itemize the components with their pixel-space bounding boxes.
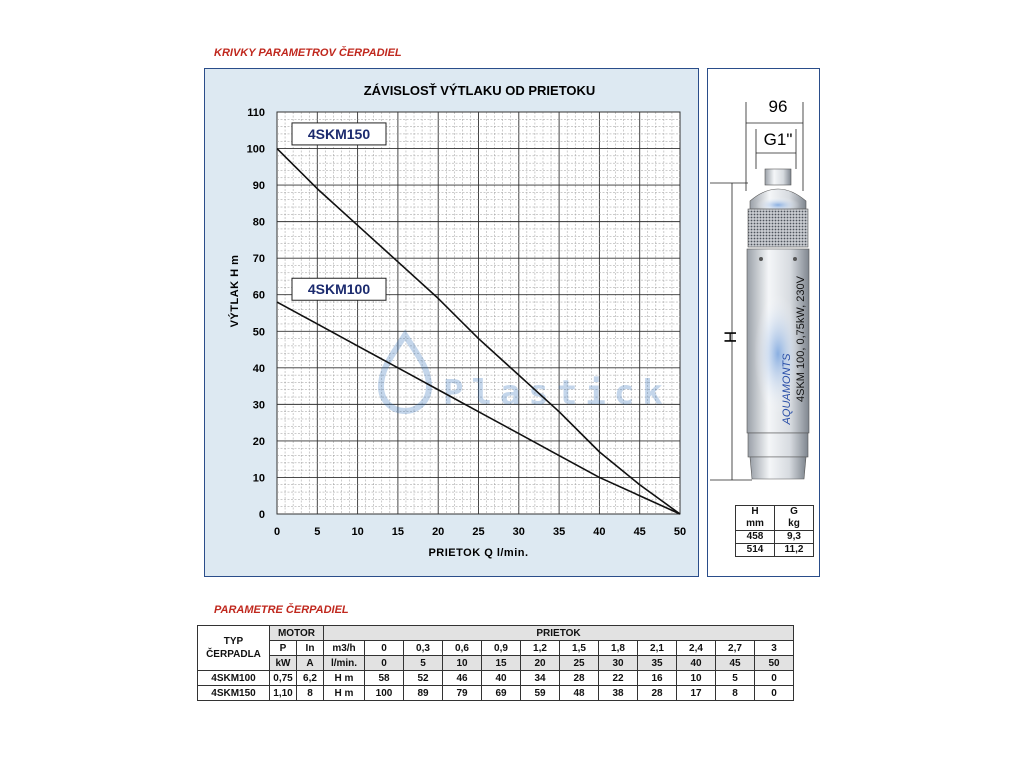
x-tick-label: 40 xyxy=(593,526,606,538)
m3h-label: m3/h xyxy=(324,641,365,656)
flow-lmin-cell: 15 xyxy=(482,656,521,671)
flow-m3h-cell: 1,2 xyxy=(521,641,560,656)
head-flow-chart xyxy=(205,69,700,578)
dim-cell: 514 xyxy=(736,544,775,557)
pump-outlet xyxy=(765,169,791,185)
head-value-cell: 28 xyxy=(638,686,677,701)
series-label: 4SKM150 xyxy=(307,125,371,142)
pump-intake-mesh xyxy=(748,209,808,247)
flow-m3h-cell: 0,6 xyxy=(443,641,482,656)
current-cell: 8 xyxy=(297,686,324,701)
flow-m3h-cell: 2,4 xyxy=(677,641,716,656)
motor-header: MOTOR xyxy=(270,626,324,641)
flow-m3h-cell: 1,8 xyxy=(599,641,638,656)
lmin-label: l/min. xyxy=(324,656,365,671)
y-tick-label: 20 xyxy=(252,435,265,448)
flow-m3h-cell: 2,7 xyxy=(716,641,755,656)
head-value-cell: 48 xyxy=(560,686,599,701)
head-value-cell: 58 xyxy=(365,671,404,686)
y-tick-label: 0 xyxy=(258,509,265,521)
head-value-cell: 38 xyxy=(599,686,638,701)
y-tick-label: 70 xyxy=(252,253,265,266)
head-value-cell: 28 xyxy=(560,671,599,686)
flow-lmin-cell: 35 xyxy=(638,656,677,671)
pump-model-label: 4SKM 100, 0,75kW, 230V xyxy=(795,276,807,402)
flow-m3h-cell: 0,9 xyxy=(482,641,521,656)
chart-panel xyxy=(204,68,699,577)
dim-header-g: G kg xyxy=(775,506,814,531)
head-value-cell: 5 xyxy=(716,671,755,686)
dim-cell: 9,3 xyxy=(775,531,814,544)
y-tick-label: 90 xyxy=(252,180,265,193)
flow-lmin-cell: 45 xyxy=(716,656,755,671)
y-tick-label: 40 xyxy=(252,362,265,375)
head-value-cell: 0 xyxy=(755,671,794,686)
pump-type-cell: 4SKM100 xyxy=(198,671,270,686)
head-value-cell: 22 xyxy=(599,671,638,686)
x-tick-label: 50 xyxy=(673,526,687,538)
flow-lmin-cell: 50 xyxy=(755,656,794,671)
head-value-cell: 17 xyxy=(677,686,716,701)
x-tick-label: 35 xyxy=(552,526,566,538)
flow-lmin-cell: 10 xyxy=(443,656,482,671)
head-value-cell: 59 xyxy=(521,686,560,701)
head-value-cell: 34 xyxy=(521,671,560,686)
flow-m3h-cell: 0 xyxy=(365,641,404,656)
series-label: 4SKM100 xyxy=(307,281,371,298)
unit-cell: H m xyxy=(324,671,365,686)
y-tick-label: 80 xyxy=(252,216,265,229)
x-axis-label: PRIETOK Q l/min. xyxy=(428,547,529,559)
table-section-title: PARAMETRE ČERPADIEL xyxy=(214,604,349,616)
head-value-cell: 52 xyxy=(404,671,443,686)
pump-width-label: 96 xyxy=(768,97,788,116)
flow-lmin-cell: 25 xyxy=(560,656,599,671)
unit-cell: H m xyxy=(324,686,365,701)
pump-thread-label: G1" xyxy=(763,130,793,149)
prietok-header: PRIETOK xyxy=(324,626,794,641)
x-tick-label: 30 xyxy=(512,526,525,538)
dimension-table xyxy=(735,505,814,557)
power-cell: 1,10 xyxy=(270,686,297,701)
chart-title: ZÁVISLOSŤ VÝTLAKU OD PRIETOKU xyxy=(363,83,596,98)
head-value-cell: 10 xyxy=(677,671,716,686)
pump-height-label: H xyxy=(721,330,740,344)
head-value-cell: 8 xyxy=(716,686,755,701)
pump-type-cell: 4SKM150 xyxy=(198,686,270,701)
pump-drawing xyxy=(708,69,821,578)
pump-motor-section xyxy=(748,433,808,457)
pump-drawing-panel xyxy=(707,68,820,577)
head-value-cell: 16 xyxy=(638,671,677,686)
head-value-cell: 69 xyxy=(482,686,521,701)
dim-header-h: H mm xyxy=(736,506,775,531)
dim-cell: 11,2 xyxy=(775,544,814,557)
a-header: A xyxy=(297,656,324,671)
flow-lmin-cell: 20 xyxy=(521,656,560,671)
x-tick-label: 0 xyxy=(273,526,281,538)
flow-m3h-cell: 2,1 xyxy=(638,641,677,656)
y-tick-label: 30 xyxy=(252,399,265,412)
flow-m3h-cell: 0,3 xyxy=(404,641,443,656)
x-tick-label: 10 xyxy=(351,526,364,538)
head-value-cell: 100 xyxy=(365,686,404,701)
flow-lmin-cell: 40 xyxy=(677,656,716,671)
y-tick-label: 60 xyxy=(252,289,265,302)
current-cell: 6,2 xyxy=(297,671,324,686)
flow-lmin-cell: 0 xyxy=(365,656,404,671)
head-value-cell: 79 xyxy=(443,686,482,701)
head-value-cell: 40 xyxy=(482,671,521,686)
typ-header: TYP ČERPADLA xyxy=(198,626,270,671)
y-tick-label: 10 xyxy=(252,472,265,485)
y-tick-label: 50 xyxy=(252,326,265,339)
x-tick-label: 45 xyxy=(633,526,646,538)
parameter-table xyxy=(197,625,794,701)
x-tick-label: 25 xyxy=(472,526,485,538)
chart-section-title: KRIVKY PARAMETROV ČERPADIEL xyxy=(214,47,402,59)
dim-cell: 458 xyxy=(736,531,775,544)
y-axis-label: VÝTLAK H m xyxy=(229,254,241,328)
x-tick-label: 5 xyxy=(314,526,321,538)
p-header: P xyxy=(270,641,297,656)
head-value-cell: 46 xyxy=(443,671,482,686)
power-cell: 0,75 xyxy=(270,671,297,686)
head-value-cell: 0 xyxy=(755,686,794,701)
y-tick-label: 110 xyxy=(247,107,265,119)
x-tick-label: 15 xyxy=(391,526,405,538)
y-tick-label: 100 xyxy=(246,143,265,156)
pump-bottom xyxy=(750,457,806,479)
head-value-cell: 89 xyxy=(404,686,443,701)
watermark-text: Plastick xyxy=(443,373,671,413)
flow-m3h-cell: 1,5 xyxy=(560,641,599,656)
in-header: In xyxy=(297,641,324,656)
pump-brand-label: AQUAMONTS xyxy=(781,353,793,425)
x-tick-label: 20 xyxy=(432,526,445,538)
flow-m3h-cell: 3 xyxy=(755,641,794,656)
kw-header: kW xyxy=(270,656,297,671)
flow-lmin-cell: 30 xyxy=(599,656,638,671)
flow-lmin-cell: 5 xyxy=(404,656,443,671)
